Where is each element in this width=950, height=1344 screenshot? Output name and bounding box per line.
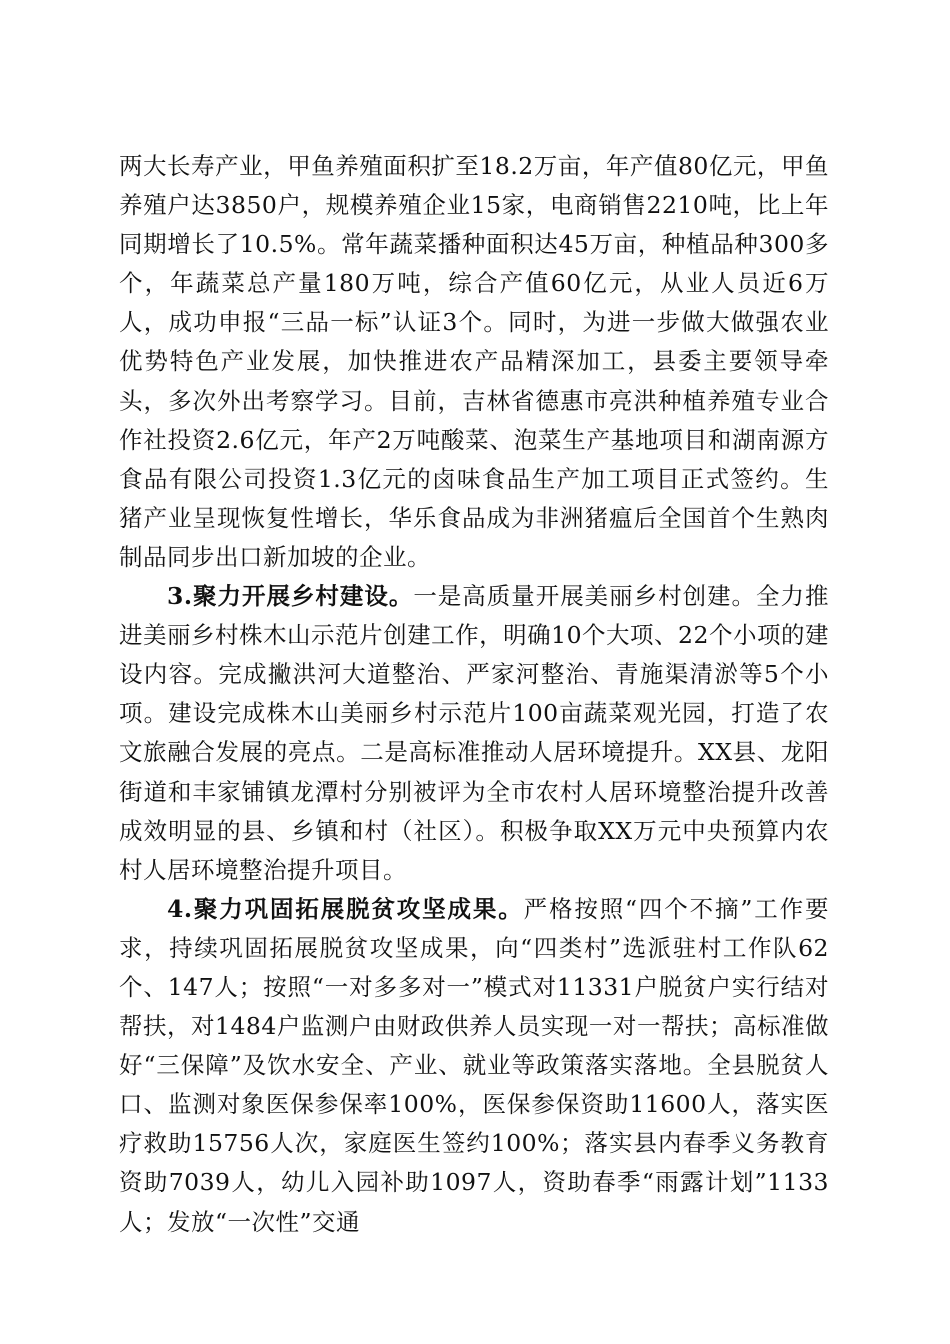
section-heading-4: 4.聚力巩固拓展脱贫攻坚成果。 [167,894,524,923]
paragraph-text: 两大长寿产业，甲鱼养殖面积扩至18.2万亩，年产值80亿元，甲鱼养殖户达3850户，规模养殖企业15家，电商销售2210吨，比上年同期增长了10.5%。常年蔬菜播种面积达45万亩，种植品种300多个，年蔬菜总产量180万吨，综合产值60亿元，从业人员近6万人，成功申报“三品一标”认证3个。同时，为进一步做大做强农业优势特色产业发展，加快推进农产品精深加工，县委主要领导牵头，多次外出考察学习。目前，吉林省德惠市亮洪种植养殖专业合作社投资2.6亿元，年产2万吨酸菜、泡菜生产基地项目和湖南源方食品有限公司投资1.3亿元的卤味食品生产加工项目正式签约。生猪产业呈现恢复性增长，华乐食品成为非洲猪瘟后全国首个生熟肉制品同步出口新加坡的企业。 [119,152,829,571]
paragraph-poverty-alleviation [119,890,829,1242]
document-body [119,147,829,1242]
paragraph-text: 严格按照“四个不摘”工作要求，持续巩固拓展脱贫攻坚成果，向“四类村”选派驻村工作队62个、147人；按照“一对多多对一”模式对11331户脱贫户实行结对帮扶，对1484户监测户由财政供养人员实现一对一帮扶；高标准做好“三保障”及饮水安全、产业、就业等政策落实落地。全县脱贫人口、监测对象医保参保率100%，医保参保资助11600人，落实医疗救助15756人次，家庭医生签约100%；落实县内春季义务教育资助7039人，幼儿入园补助1097人，资助春季“雨露计划”1133人；发放“一次性”交通 [119,894,829,1236]
paragraph-text: 一是高质量开展美丽乡村创建。全力推进美丽乡村株木山示范片创建工作，明确10个大项、22个小项的建设内容。完成撇洪河大道整治、严家河整治、青施渠清淤等5个小项。建设完成株木山美丽乡村示范片100亩蔬菜观光园，打造了农文旅融合发展的亮点。二是高标准推动人居环境提升。XX县、龙阳街道和丰家铺镇龙潭村分别被评为全市农村人居环境整治提升改善成效明显的县、乡镇和村（社区）。积极争取XX万元中央预算内农村人居环境整治提升项目。 [119,582,829,884]
paragraph-rural-construction [119,577,829,890]
paragraph-continued [119,147,829,577]
section-heading-3: 3.聚力开展乡村建设。 [167,582,414,611]
